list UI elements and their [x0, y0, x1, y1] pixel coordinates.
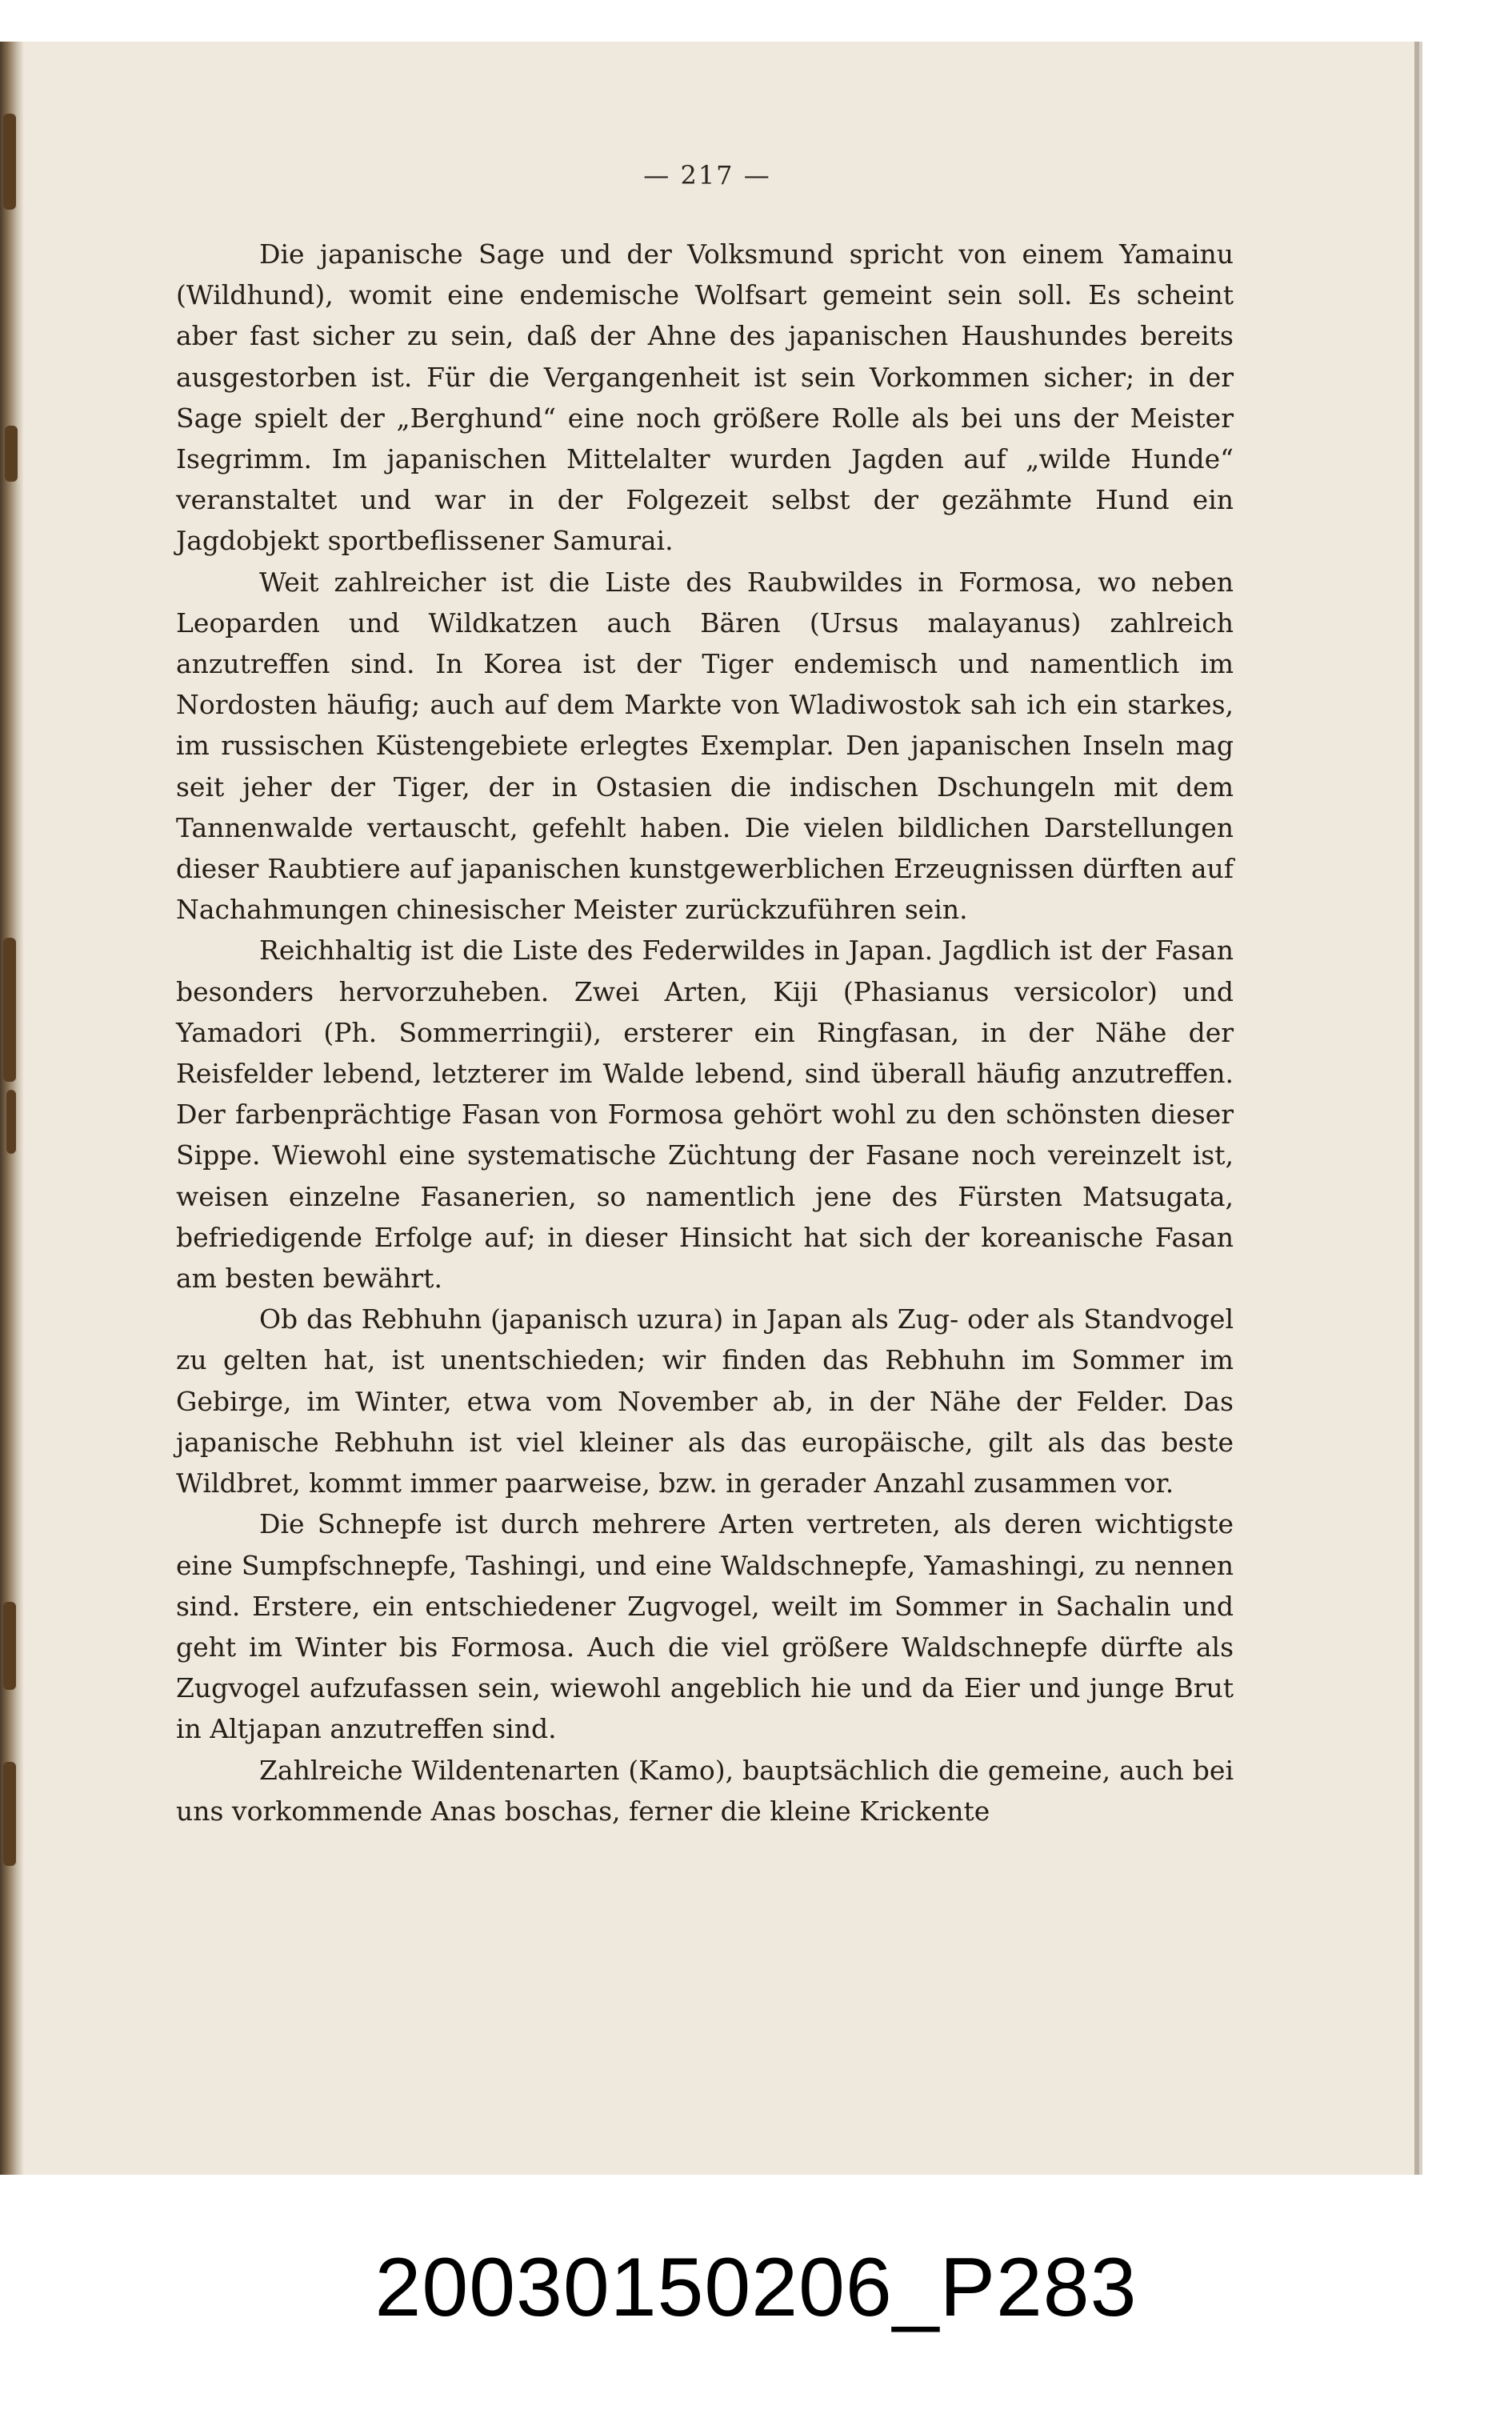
page-number: — 217 — [643, 160, 771, 190]
binding-stain [5, 426, 18, 482]
body-text [176, 234, 1234, 1832]
paragraph: Die Schnepfe ist durch mehrere Arten vertreten, als deren wichtigste eine Sumpfschnepfe, Tashingi, und eine Waldschnepfe, Yamashingi, zu nennen sind. Erstere, ein entschiedener Zugvogel, weilt im Sommer in Sachalin und geht im Winter bis Formosa. Auch die viel größere Waldschnepfe dürfte als Zugvogel aufzufassen sein, wiewohl angeblich hie und da Eier und junge Brut in Altjapan anzutreffen sind. [176, 1508, 1234, 1745]
binding-stain [3, 1602, 16, 1690]
binding-stain [6, 1090, 16, 1154]
paragraph: Die japanische Sage und der Volksmund spricht von einem Yamainu (Wildhund), womit eine endemische Wolfsart gemeint sein soll. Es scheint aber fast sicher zu sein, daß der Ahne des japanischen Haushundes bereits ausgestorben ist. Für die Vergangenheit ist sein Vorkommen sicher; in der Sage spielt der „Berghund“ eine noch größere Rolle als bei uns der Meister Isegrimm. Im japanischen Mittelalter wurden Jagden auf „wilde Hunde“ veranstaltet und war in der Folgezeit selbst der gezähmte Hund ein Jagdobjekt sportbeflissener Samurai. [176, 238, 1234, 557]
binding-stain [3, 938, 16, 1082]
scan-identifier: 20030150206_P283 [374, 2241, 1138, 2334]
scanned-page [0, 42, 1419, 2175]
page-binding [0, 42, 24, 2175]
binding-stain [3, 1762, 16, 1866]
paragraph: Weit zahlreicher ist die Liste des Raubwildes in Formosa, wo neben Leoparden und Wildkatzen auch Bären (Ursus malayanus) zahlreich anzutreffen sind. In Korea ist der Tiger endemisch und namentlich im Nordosten häufig; auch auf dem Markte von Wladiwostok sah ich ein starkes, im russischen Küstengebiete erlegtes Exemplar. Den japanischen Inseln mag seit jeher der Tiger, der in Ostasien die indischen Dschungeln mit dem Tannenwalde vertauscht, gefehlt haben. Die vielen bildlichen Darstellungen dieser Raubtiere auf japanischen kunstgewerblichen Erzeugnissen dürften auf Nachahmungen chinesischer Meister zurückzuführen sein. [176, 566, 1234, 926]
paragraph: Reichhaltig ist die Liste des Federwildes in Japan. Jagdlich ist der Fasan besonders hervorzuheben. Zwei Arten, Kiji (Phasianus versicolor) und Yamadori (Ph. Sommerringii), ersterer ein Ringfasan, in der Nähe der Reisfelder lebend, letzterer im Walde lebend, sind überall häufig anzutreffen. Der farbenprächtige Fasan von Formosa gehört wohl zu den schönsten dieser Sippe. Wiewohl eine systematische Züchtung der Fasane noch vereinzelt ist, weisen einzelne Fasanerien, so namentlich jene des Fürsten Matsugata, befriedigende Erfolge auf; in dieser Hinsicht hat sich der koreanische Fasan am besten bewährt. [176, 935, 1234, 1295]
paragraph: Zahlreiche Wildentenarten (Kamo), bauptsächlich die gemeine, auch bei uns vorkommende Anas boschas, ferner die kleine Krickente [176, 1754, 1234, 1827]
paragraph: Ob das Rebhuhn (japanisch uzura) in Japan als Zug- oder als Standvogel zu gelten hat, ist unentschieden; wir finden das Rebhuhn im Sommer im Gebirge, im Winter, etwa vom November ab, in der Nähe der Felder. Das japanische Rebhuhn ist viel kleiner als das europäische, gilt als das beste Wildbret, kommt immer paarweise, bzw. in gerader Anzahl zusammen vor. [176, 1303, 1234, 1499]
